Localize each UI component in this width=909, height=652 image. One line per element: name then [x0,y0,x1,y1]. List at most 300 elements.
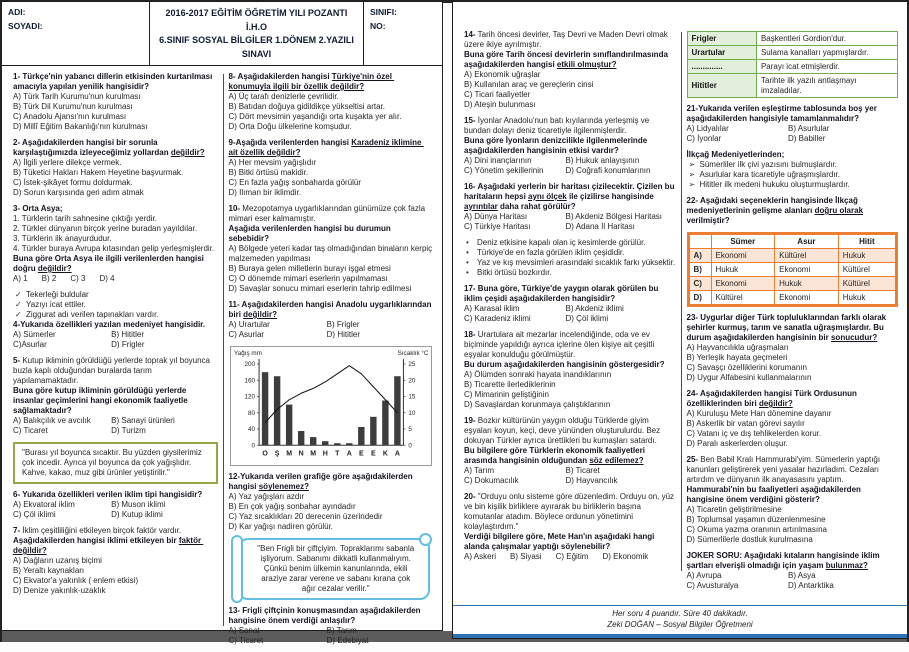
question-13 [229,606,434,646]
question-14 [464,30,676,110]
list-item [464,238,676,248]
option: A) Türk Tarih Kurumu'nun kurulması [13,92,141,101]
option: A) Her mevsim yağışlıdır [228,158,317,167]
option: B) Toplumsal yaşamın düzenlenmesine [686,515,826,524]
option: A) Ekvatoral iklim [13,500,75,509]
option: C) Dokumacılık [464,476,519,485]
option: C) 3 [70,274,86,283]
table-header-row [689,235,896,249]
option: C) İyonlar [686,134,722,143]
questions-column-1 [8,72,223,652]
exam-title-line1: 2016-2017 EĞİTİM ÖĞRETİM YILI POZANTI İ.H.O [165,8,348,32]
list-item [464,258,676,268]
cell: Ekonomi [711,249,775,263]
list-marker-icon: • [466,248,469,257]
cell: Hukuk [838,291,895,305]
text-line: 8- Aşağıdakilerden hangisi Türkiye'nin özel konumuyla ilgili bir özellik değildir? [228,72,395,91]
list-marker-icon: ➢ [688,170,696,179]
precipitation-bar [322,441,328,445]
question-8 [229,72,434,132]
civilization-fact-cell: Başkentleri Gordion'dur. [756,32,897,46]
question-17 [464,284,676,324]
options-grid [464,304,676,324]
list-marker-icon: ➢ [688,180,696,189]
civilizations-grid-table [687,232,899,307]
cell: Ekonomi [711,277,775,291]
precipitation-bar [309,437,315,445]
list-text: Yazıyı icat ettiler. [26,300,86,309]
option: A) Üç tarafı denizlerle çevrilidir. [228,92,339,101]
questions-column-3 [459,30,681,597]
name-label: ADI: [8,7,26,17]
option: C) Yönetim şekillerinin [464,166,544,175]
list-marker-icon: ➢ [688,160,696,169]
cell: Kültürel [775,249,839,263]
list-text: Bitki örtüsü bozkırdır. [477,268,552,277]
text-line: 4-Yukarıda özellikleri yazılan medeniyet hangisidir. [13,320,206,329]
option: D) Antarktika [788,581,834,590]
question-15 [464,116,676,176]
option: D) Savaşlardan korunmaya çalıştıklarının [464,400,611,409]
text-line: 12-Yukarıda verilen grafiğe göre aşağıdakilerden hangisi söylenemez? [228,472,415,492]
svg-text:E: E [358,450,364,458]
question-1 [13,72,218,132]
precipitation-bar [285,405,291,446]
questions-column-2 [224,72,439,652]
climate-chart-svg [231,347,432,465]
text-line: 2- Aşağıdakilerden hangisi bir sorunla karşılaştığımızda izleyeceğimiz yollardan değildir? [13,138,205,157]
student-name-cell [2,2,150,65]
text-line: 6- Yukarıda özellikleri verilen iklim tipi hangisidir? [13,490,203,499]
text-line: 19- Bozkır kültürünün yaygın olduğu Türklerde giyim eşyaları koyun, keçi, deve yününden oluşturulurdu. Bez dokuyan Türkler ayrıca ürettikleri bu kumaşları satardı. [464,416,663,445]
option: B) Askerlik bir vatan görevi sayılır [686,419,805,428]
options-grid [687,571,899,591]
option: B) Ticaret [565,466,600,475]
option: C) Anadolu Ajansı'nın kurulması [13,112,127,121]
quote-text: "Burası yıl boyunca sıcaktır. Bu yüzden giysilerimiz çok incedir. Ayrıca yıl boyunca da çok yağışlıdır. Kahve, kakao, muz gibi ürünler yetiştirilir." [22,448,205,477]
option: C) En fazla yağış sonbaharda görülür [228,178,362,187]
civilization-name-cell: .............. [687,60,756,74]
svg-text:E: E [370,450,376,458]
table-row [687,74,898,98]
option: C) Ticari faaliyetler [464,90,531,99]
svg-text:A: A [394,450,400,458]
option: D) Kar yağışı nadiren görülür. [228,522,333,532]
text-line: 2. Türkler dünyanın birçok yerine buradan yayıldılar. [13,224,197,233]
svg-text:M: M [285,450,292,458]
footer-scoring-note: Her soru 4 puandır. Süre 40 dakikadır. [612,609,748,619]
surname-label: SOYADI: [8,20,43,31]
precipitation-bar [273,376,279,445]
option: D) Millî Eğitim Bakanlığı'nın kurulması [13,122,148,131]
list-marker-icon: ✓ [15,300,22,309]
option: C) Eğitim [555,552,589,561]
option: B) Batıdan doğuya gidildikçe yükseltisi artar. [228,102,386,111]
cell: Kültürel [838,263,895,277]
svg-text:H: H [322,450,328,458]
list-item [464,268,676,278]
options-row [13,274,218,284]
svg-text:15: 15 [407,393,415,401]
text-line: Bu durum aşağıdakilerden hangisinin göstergesidir? [464,360,665,369]
option: B) Yeraltı kaynakları [13,566,85,575]
list-text: Yaz ve kış mevsimleri arasındaki sıcaklık farkı yüksektir. [477,258,676,267]
text-line: 24- Aşağıdakilerden hangisi Türk Ordusunun özelliklerinden biri değildir? [686,389,860,408]
options-row [464,552,676,562]
option: C)Asurlar [13,340,47,349]
civilization-name-cell: Urartular [687,46,756,60]
option: A) Hayvancılıkla uğraşmaları [686,343,789,352]
tropical-climate-quote [13,442,218,484]
option: B) Akdeniz iklimi [565,304,624,313]
list-item [464,248,676,258]
option: D) Edebiyat [326,636,369,646]
text-line: 21-Yukarıda verilen eşleştirme tablosunda boş yer aşağıdakilerden hangisiyle tamamlanmalıdır? [686,104,880,123]
precipitation-bar [297,431,303,445]
text-line: Buna göre kutup ikliminin görüldüğü yerlerde insanlar geçimlerini hangi ekonomik faaliyetle sağlamaktadır? [13,386,190,415]
option: D) Denize yakınlık-uzaklık [13,586,106,595]
option: C) Dört mevsimin yaşandığı orta kuşakta yer alır. [228,112,402,121]
svg-text:M: M [309,450,316,458]
option: C) Çöl iklimi [13,510,56,519]
options-grid [13,416,218,436]
table-row [689,249,896,263]
list-text: Tekerleği buldular [26,290,89,299]
question-12 [229,472,434,532]
text-line: Bu bilgilere göre Türklerin ekonomik faaliyetleri arasında hangisinin olduğundan söz edilemez? [464,446,648,465]
option: D) Ekonomik [602,552,649,561]
option: D) Ilıman bir iklimdir. [228,188,301,197]
quote-text: "Ben Frigli bir çiftçiyim. Topraklarımı sabanla işliyorum. Sabanımı dikkatli kullanmalıyım. Çünkü benim ülkemin kanunlarında, ekili araziye zarar verene ve sabanı kırana çok ağır cezalar verilir." [257,544,417,594]
question-2 [13,138,218,198]
matching-table [687,31,899,98]
page-left-columns [2,66,442,652]
option: D) Orta Doğu ülkelerine komşudur. [228,122,352,131]
option: D) Savaşlar sonucu mimari eserlerin tahrip edilmesi [228,284,412,293]
text-line: 11- Aşağıdakilerden hangisi Anadolu uygarlıklarından biri değildir? [228,300,434,319]
question-24 [687,389,899,449]
question-5 [13,356,218,436]
svg-text:Yağış mm: Yağış mm [233,350,262,358]
precipitation-bar [358,427,364,445]
cell: C) [689,277,711,291]
page-right-columns [453,2,907,597]
precipitation-bar [346,443,352,445]
option: C) Türkiye Haritası [464,222,531,231]
cell: A) [689,249,711,263]
option: C) Yaz sıcaklıkları 20 derecenin üzerindedir [228,512,383,522]
svg-text:25: 25 [407,361,415,369]
exam-footer [453,605,907,638]
option: C) Ticaret [228,636,264,646]
scan-left-edge [0,0,2,642]
option: A) Ölümden sonraki hayata inandıklarının [464,370,612,379]
option: D) Sorun karşısında geri adım atmak [13,188,144,197]
cell: Kültürel [711,291,775,305]
text-line: 3- Orta Asya; [13,204,63,213]
option: B) Akdeniz Bölgesi Haritası [565,212,663,221]
list-marker-icon: • [466,268,469,277]
option: A) 1 [13,274,28,283]
text-line: 7- İklim çeşitliliğini etkileyen birçok faktör vardır. [13,526,182,535]
civilization-fact-cell: Sulama kanalları yapmışlardır. [756,46,897,60]
text-line: 22- Aşağıdaki seçeneklerin hangisinde İlkçağ medeniyetlerinin gelişme alanları doğru olarak verilmiştir? [686,196,866,225]
option: B) Asurlular [788,124,830,133]
footer-teacher-name: Zeki DOĞAN – Sosyal Bilgiler Öğretmeni [607,620,753,630]
svg-text:K: K [382,450,388,458]
options-grid [229,626,434,646]
option: A) Askeri [464,552,497,561]
svg-text:20: 20 [407,377,415,385]
text-line: 1- Türkçe'nin yabancı dillerin etkisinden kurtarılması amacıyla yapılan yenilik hangisidir? [13,72,215,91]
list-marker-icon: ✓ [15,310,22,319]
option: A) Kuruluşu Mete Han dönemine dayanır [686,409,832,418]
option: B) Hukuk anlayışının [565,156,640,165]
option: D) Çöl iklimi [565,314,609,323]
option: C) Ekvator'a yakınlık ( enlem etkisi) [13,576,139,585]
svg-text:0: 0 [251,442,255,450]
precipitation-bar [334,443,340,445]
question-7 [13,526,218,596]
climate-graph [229,346,434,466]
svg-text:120: 120 [244,393,255,401]
svg-text:10: 10 [407,409,415,417]
text-line: 4. Türkler buraya Avrupa kıtasından gelip yerleşmişlerdir. [13,244,215,253]
list-text: Türkiye'de en fazla görülen iklim çeşididir. [477,248,625,257]
svg-text:T: T [334,450,339,458]
question-18 [464,330,676,410]
option: D) 4 [99,274,115,283]
text-line: Buna göre Tarih öncesi devirlerin sınıflandırılmasında aşağıdakilerden hangisi etkili olmuştur? [464,50,671,69]
option: D) Coğrafi konumlarının [565,166,651,175]
exam-page-right [452,1,908,639]
option: C) O dönemde mimari eserlerin yapılmaması [228,274,388,283]
text-line: 23- Uygurlar diğer Türk topluluklarından farklı olarak şehirler kurmuş, tarım ve sanatla uğraşmışlardır. Bu durum aşağıdakilerden hangisinin bir sonucudur? [686,313,889,342]
options-grid [13,500,218,520]
cell: Kültürel [838,277,895,291]
option: C) Okuma yazma oranının artırılmasına [686,525,827,534]
question-6 [13,490,218,520]
header-table [2,2,442,66]
option: D) Ateşin bulunması [464,100,536,109]
options-grid [229,320,434,340]
quote-scroll [238,538,431,600]
civilization-fact-cell: Parayı icat etmişlerdir. [756,60,897,74]
text-line: 9-Aşağıda verilenlerden hangisi Karadeniz iklimine ait özellik değildir? [228,138,424,157]
header-cell: Asur [775,235,839,249]
question-23 [687,313,899,383]
header-cell: Hitit [838,235,895,249]
svg-text:O: O [261,450,268,458]
grid-table-frame [687,232,899,307]
joker-question [687,551,899,591]
option: A) Bölgede yeteri kadar taş olmadığından binaların kerpiç malzemeden yapılması [228,244,435,263]
text-line: 5- Kutup ikliminin görüldüğü yerlerde toprak yıl boyunca buzla kaplı olduğundan buralarda tarım yapılamamaktadır. [13,356,213,385]
header-cell: Sümer [711,235,775,249]
question-3 [13,204,218,284]
question-4 [13,290,218,350]
question-10 [229,204,434,294]
option: D) Babiller [788,134,826,143]
svg-text:Ş: Ş [274,450,279,458]
list-item [687,170,899,180]
option: A) Yaz yağışları azdır [228,492,305,502]
option: B) Tarım [326,626,357,636]
question-19 [464,416,676,486]
option: C) Savaşçı özelliklerini korumanın [686,363,807,372]
list-marker-icon: • [466,258,469,267]
option: C) Ticaret [13,426,48,435]
list-item [687,180,899,190]
options-grid [464,466,676,486]
questions-column-4 [682,30,904,597]
table-row [687,46,898,60]
option: B) Tüketici Hakları Hakem Heyetine başvurmak. [13,168,184,177]
text-line: 15- İyonlar Anadolu'nun batı kıyılarında yerleşmiş ve bundan dolayı deniz ticaretiyle ilgilenmişlerdir. [464,116,652,135]
footer-text [453,606,907,633]
cell: D) [689,291,711,305]
list-item [13,290,218,300]
svg-text:200: 200 [244,361,255,369]
option: A) Ticaretin geliştirilmesine [686,505,782,514]
option: D) Frigler [111,340,145,349]
text-line: 14- Tarih öncesi devirler, Taş Devri ve Maden Devri olmak üzere ikiye ayrılmıştır. [464,30,671,49]
table-row [689,277,896,291]
text-line: 1. Türklerin tarih sahnesine çıktığı yerdir. [13,214,157,223]
option: D) Sümerlilerle dostluk kurulmasına [686,535,813,544]
cell: Hukuk [711,263,775,277]
svg-text:N: N [298,450,304,458]
option: A) Dağların uzanış biçimi [13,556,102,565]
option: B) En çok yağış sonbahar ayındadır [228,502,356,512]
list-text: Hititler ilk medeni hukuku oluşturmuşlardır. [699,180,850,189]
question-11 [229,300,434,340]
option: C) Karadeniz iklimi [464,314,531,323]
option: B) Kullanılan araç ve gereçlerin cinsi [464,80,594,89]
exam-page-left [1,1,443,646]
list-text: Asurlular kara ticaretiyle uğraşmışlardır. [699,170,840,179]
option: A) Dünya Haritası [464,212,528,221]
text-line: 25- Ben Babil Kralı Hammurabi'yim. Sümerlerin yaptığı kanunları geliştirerek yeni yasalar hazırladım. Cezaları artırdım ve dünyanın ilk anayasasını yaptım. [686,455,883,484]
option: D) Adana İl Haritası [565,222,635,231]
option: D) Hititler [326,330,360,339]
cell: Hukuk [838,249,895,263]
option: B) Ticarette ilerlediklerinin [464,380,556,389]
svg-text:160: 160 [244,377,255,385]
svg-text:Sıcaklık °C: Sıcaklık °C [397,350,428,358]
footer-bottom-rule [453,634,907,638]
option: A) Lidyalılar [686,124,729,133]
text-line: Buna göre İyonların denizcilikle ilgilenmelerinde aşağıdakilerden hangisinin etkisi vardır? [464,136,650,155]
text-line: İlkçağ Medeniyetlerinden; [686,150,785,159]
answer-grid-table [689,234,897,305]
option: B) Yerleşik hayata geçmeleri [686,353,788,362]
text-line: 17- Buna göre, Türkiye'de yaygın olarak görülen bu iklim çeşidi aşağıdakilerden hangisidir? [464,284,661,303]
cell: Ekonomi [775,291,839,305]
option: A) Sanat [228,626,260,636]
text-line: 16- Aşağıdaki yerlerin bir haritası çizilecektir. Çizilen bu haritaların hepsi aynı ölçek ile çizilirse hangisinde ayrıntılar daha rahat görülür? [464,182,677,211]
options-grid [687,124,899,144]
option: A) Balıkçılık ve avcılık [13,416,91,425]
option: C) Avusturalya [686,581,739,590]
table-row [689,263,896,277]
option: B) Hititler [111,330,145,339]
text-line: 20- "Orduyu onlu sisteme göre düzenledim. Orduyu on, yüz ve bin kişilik birliklere ayırarak bu birliklerin başına komutanlar atadım. Böylece ordunun yönetimini kolaylaştırdım." [464,492,677,531]
text-line: Aşağıda verilenlerden hangisi bu durumun sebebidir? [228,224,393,243]
list-text: Sümerliler ilk çivi yazısını bulmuşlardır. [699,160,837,169]
option: C) Asurlar [228,330,265,339]
text-line: Hammurabi'nin bu faaliyetleri aşağıdakilerden hangisine önem verdiğini gösterir? [686,485,864,504]
table-row [689,291,896,305]
option: D) Paralı askerlerden oluşur. [686,439,788,448]
svg-text:A: A [346,450,352,458]
exam-title-line2: 6.SINIF SOSYAL BİLGİLER 1.DÖNEM 2.YAZILI SINAVI [159,35,354,59]
table-row [687,32,898,46]
option: B) Muson iklimi [111,500,166,509]
list-text: Ziggurat adı verilen tapınakları vardır. [26,310,159,319]
precipitation-bar [382,401,388,446]
climate-chart [230,346,433,466]
exam-title-cell [150,2,364,65]
cell: B) [689,263,711,277]
option: A) İlgili yerlere dilekçe vermek. [13,158,122,167]
options-grid [464,212,676,232]
option: A) Ekonomik uğraşlar [464,70,541,79]
question-20 [464,492,676,562]
precipitation-bar [261,372,267,445]
text-line: 18- Urartulara ait mezarlar incelendiğinde, oda ve ev biçiminde yapıldığı ayrıca içlerine ölen kişiye ait çeşitli eşyalar konulduğu görülmüştür. [464,330,657,359]
option: A) Urartular [228,320,270,329]
text-line: Buna göre Orta Asya ile ilgili verilenlerden hangisi doğru değildir? [13,254,207,273]
question-9 [229,138,434,198]
civilization-name-cell: Hititler [687,74,756,98]
cell: Hukuk [775,277,839,291]
question-16 [464,182,676,232]
option: D) Kutup iklimi [111,510,163,519]
list-marker-icon: ✓ [15,290,22,299]
option: A) Avrupa [686,571,722,580]
option: A) Dini inançlarının [464,156,532,165]
option: C) Vatanı iç ve dış tehlikelerden korur. [686,429,822,438]
option: B) Türk Dil Kurumu'nun kurulması [13,102,133,111]
civilization-fact-cell: Tarihte ilk yazılı antlaşmayı imzaladılar. [756,74,897,98]
option: A) Sümerler [13,330,56,339]
option: B) Buraya gelen milletlerin burayı işgal etmesi [228,264,391,273]
list-item [13,310,218,320]
text-line: JOKER SORU: Aşağıdaki kıtaların hangisinde iklim şartları elverişli olmadığı için yaşam bulunmaz? [686,551,882,570]
option: D) Uygur Alfabesini kullanmalarının [686,373,812,382]
list-item [13,300,218,310]
option: A) Tarım [464,466,495,475]
temperature-line [265,366,397,423]
question-25 [687,455,899,545]
class-number-cell [364,2,442,65]
option: B) Sanayi ürünleri [111,416,175,425]
text-line: 3. Türklerin ilk anayurdudur. [13,234,112,243]
option: C) Mimarinin geliştiğinin [464,390,549,399]
text-line: 13- Frigli çiftçinin konuşmasından aşağıdakilerden hangisine önem verdiği anlaşılır? [228,606,423,626]
precipitation-bar [370,417,376,445]
option: D) Turizm [111,426,146,435]
option: B) Frigler [326,320,360,329]
list-item [687,160,899,170]
civilization-name-cell: Frigler [687,32,756,46]
option: B) 2 [41,274,57,283]
quote-box-green [13,442,218,484]
phrygian-farmer-quote [229,538,434,600]
list-marker-icon: • [466,238,469,247]
svg-text:80: 80 [247,409,255,417]
